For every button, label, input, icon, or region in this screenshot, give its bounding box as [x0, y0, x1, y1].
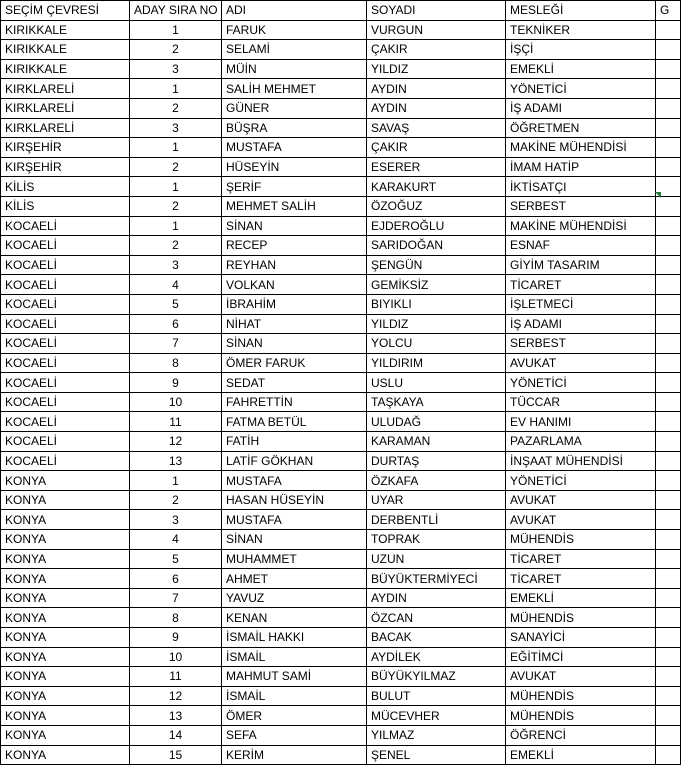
table-cell[interactable]: 1	[130, 138, 222, 158]
table-cell[interactable]: RECEP	[222, 236, 367, 256]
table-cell[interactable]: KONYA	[1, 647, 130, 667]
table-cell[interactable]: 1	[130, 79, 222, 99]
table-cell[interactable]: KARAMAN	[367, 432, 506, 452]
table-cell[interactable]: KONYA	[1, 628, 130, 648]
table-cell[interactable]: NİHAT	[222, 314, 367, 334]
table-cell[interactable]: 1	[130, 20, 222, 40]
table-cell[interactable]: KONYA	[1, 706, 130, 726]
table-cell[interactable]: İBRAHİM	[222, 294, 367, 314]
table-cell[interactable]	[656, 569, 681, 589]
table-cell[interactable]: AYDIN	[367, 79, 506, 99]
table-cell[interactable]: 14	[130, 725, 222, 745]
table-row	[1, 432, 681, 452]
table-row	[1, 373, 681, 393]
table-cell[interactable]: KARAKURT	[367, 177, 506, 197]
table-cell[interactable]: HASAN HÜSEYİN	[222, 490, 367, 510]
table-row	[1, 392, 681, 412]
table-row	[1, 20, 681, 40]
table-cell[interactable]: ÖMER FARUK	[222, 353, 367, 373]
table-cell[interactable]: İNŞAAT MÜHENDİSİ	[506, 451, 656, 471]
table-cell[interactable]: VURGUN	[367, 20, 506, 40]
table-cell[interactable]: 2	[130, 98, 222, 118]
table-row	[1, 530, 681, 550]
table-cell[interactable]: YOLCU	[367, 334, 506, 354]
table-cell[interactable]: FATİH	[222, 432, 367, 452]
table-cell[interactable]: FARUK	[222, 20, 367, 40]
table-cell[interactable]: SİNAN	[222, 334, 367, 354]
table-cell[interactable]: ÖĞRENCİ	[506, 725, 656, 745]
table-cell[interactable]: MAHMUT SAMİ	[222, 667, 367, 687]
table-cell[interactable]: BACAK	[367, 628, 506, 648]
table-cell[interactable]	[656, 255, 681, 275]
table-cell[interactable]: KONYA	[1, 745, 130, 765]
table-cell[interactable]	[656, 118, 681, 138]
table-cell[interactable]: KİLİS	[1, 177, 130, 197]
table-cell[interactable]	[656, 706, 681, 726]
table-cell[interactable]: İŞÇİ	[506, 40, 656, 60]
table-cell[interactable]: ŞERİF	[222, 177, 367, 197]
table-cell[interactable]: YÖNETİCİ	[506, 373, 656, 393]
table-cell[interactable]: GİYİM TASARIM	[506, 255, 656, 275]
table-cell[interactable]: ŞENGÜN	[367, 255, 506, 275]
table-cell[interactable]: KOCAELİ	[1, 255, 130, 275]
table-cell[interactable]: KOCAELİ	[1, 314, 130, 334]
table-cell[interactable]: UZUN	[367, 549, 506, 569]
table-cell[interactable]: 1	[130, 177, 222, 197]
table-cell[interactable]: 3	[130, 118, 222, 138]
table-cell[interactable]: KONYA	[1, 530, 130, 550]
table-cell[interactable]: AHMET	[222, 569, 367, 589]
table-cell[interactable]	[656, 490, 681, 510]
table-row	[1, 686, 681, 706]
table-cell[interactable]: SARIDOĞAN	[367, 236, 506, 256]
table-cell[interactable]: YAVUZ	[222, 588, 367, 608]
header-cell[interactable]: G	[656, 1, 681, 21]
table-row	[1, 177, 681, 197]
table-cell[interactable]	[656, 549, 681, 569]
table-cell[interactable]: GEMİKSİZ	[367, 275, 506, 295]
table-cell[interactable]: 7	[130, 588, 222, 608]
table-cell[interactable]: SAVAŞ	[367, 118, 506, 138]
table-row	[1, 157, 681, 177]
table-cell[interactable]: TİCARET	[506, 569, 656, 589]
table-cell[interactable]: AYDİLEK	[367, 647, 506, 667]
table-cell[interactable]: ÖZCAN	[367, 608, 506, 628]
table-cell[interactable]: 2	[130, 236, 222, 256]
table-cell[interactable]: KOCAELİ	[1, 432, 130, 452]
table-cell[interactable]: 12	[130, 432, 222, 452]
table-cell[interactable]: MEHMET SALİH	[222, 196, 367, 216]
table-cell[interactable]: EĞİTİMCİ	[506, 647, 656, 667]
header-cell[interactable]: SEÇİM ÇEVRESİ	[1, 1, 130, 21]
table-cell[interactable]: KONYA	[1, 725, 130, 745]
table-cell[interactable]: YILDIZ	[367, 314, 506, 334]
table-cell[interactable]: UYAR	[367, 490, 506, 510]
table-row	[1, 451, 681, 471]
table-row	[1, 667, 681, 687]
table-cell[interactable]: MUHAMMET	[222, 549, 367, 569]
table-cell[interactable]: TÜCCAR	[506, 392, 656, 412]
table-row	[1, 725, 681, 745]
table-cell[interactable]: KOCAELİ	[1, 216, 130, 236]
table-cell[interactable]: KOCAELİ	[1, 275, 130, 295]
table-cell[interactable]: ÇAKIR	[367, 40, 506, 60]
table-cell[interactable]: AYDIN	[367, 588, 506, 608]
table-row	[1, 255, 681, 275]
table-cell[interactable]: 2	[130, 157, 222, 177]
table-cell[interactable]: 7	[130, 334, 222, 354]
table-cell[interactable]: MAKİNE MÜHENDİSİ	[506, 138, 656, 158]
table-cell[interactable]	[656, 647, 681, 667]
table-cell[interactable]: TOPRAK	[367, 530, 506, 550]
table-cell[interactable]	[656, 432, 681, 452]
table-row	[1, 412, 681, 432]
table-cell[interactable]: KIRIKKALE	[1, 59, 130, 79]
table-row	[1, 275, 681, 295]
table-cell[interactable]: MUSTAFA	[222, 471, 367, 491]
header-cell[interactable]: MESLEĞİ	[506, 1, 656, 21]
table-cell[interactable]: EJDEROĞLU	[367, 216, 506, 236]
table-cell[interactable]	[656, 451, 681, 471]
table-cell[interactable]: MÜHENDİS	[506, 686, 656, 706]
table-row	[1, 118, 681, 138]
table-row	[1, 294, 681, 314]
table-cell[interactable]: REYHAN	[222, 255, 367, 275]
table-cell[interactable]: BULUT	[367, 686, 506, 706]
table-cell[interactable]: YILMAZ	[367, 725, 506, 745]
table-cell[interactable]: KIRKLARELİ	[1, 98, 130, 118]
table-cell[interactable]: SİNAN	[222, 216, 367, 236]
table-cell[interactable]: KIRIKKALE	[1, 40, 130, 60]
table-cell[interactable]: AYDIN	[367, 98, 506, 118]
table-row	[1, 647, 681, 667]
table-cell[interactable]: ÖZOĞUZ	[367, 196, 506, 216]
table-cell[interactable]: KIRKLARELİ	[1, 79, 130, 99]
table-cell[interactable]: 9	[130, 373, 222, 393]
table-row	[1, 471, 681, 491]
table-cell[interactable]: TİCARET	[506, 549, 656, 569]
header-cell[interactable]: ADAY SIRA NO	[130, 1, 222, 21]
table-cell[interactable]: MÜHENDİS	[506, 608, 656, 628]
table-cell[interactable]: 2	[130, 490, 222, 510]
table-cell[interactable]	[656, 59, 681, 79]
table-cell[interactable]	[656, 353, 681, 373]
table-cell[interactable]: 9	[130, 628, 222, 648]
table-cell[interactable]: AVUKAT	[506, 667, 656, 687]
table-cell[interactable]: ÖZKAFA	[367, 471, 506, 491]
table-cell[interactable]: KERİM	[222, 745, 367, 765]
table-row	[1, 490, 681, 510]
table-cell[interactable]: 3	[130, 510, 222, 530]
table-cell[interactable]: 2	[130, 40, 222, 60]
table-cell[interactable]: KOCAELİ	[1, 353, 130, 373]
table-cell[interactable]: TİCARET	[506, 275, 656, 295]
table-row	[1, 353, 681, 373]
table-cell[interactable]	[656, 236, 681, 256]
table-cell[interactable]: 11	[130, 412, 222, 432]
table-cell[interactable]: İSMAİL	[222, 647, 367, 667]
table-cell[interactable]: YILDIZ	[367, 59, 506, 79]
table-row	[1, 628, 681, 648]
table-cell[interactable]: DERBENTLİ	[367, 510, 506, 530]
table-cell[interactable]: AVUKAT	[506, 490, 656, 510]
table-row	[1, 706, 681, 726]
table-cell[interactable]: 4	[130, 530, 222, 550]
table-cell[interactable]: FATMA BETÜL	[222, 412, 367, 432]
table-cell[interactable]: MÜCEVHER	[367, 706, 506, 726]
table-cell[interactable]: SEDAT	[222, 373, 367, 393]
table-cell[interactable]: 6	[130, 569, 222, 589]
table-cell[interactable]: KOCAELİ	[1, 373, 130, 393]
table-cell[interactable]: 5	[130, 294, 222, 314]
table-cell[interactable]	[656, 40, 681, 60]
table-cell[interactable]: AVUKAT	[506, 510, 656, 530]
table-cell[interactable]: AVUKAT	[506, 353, 656, 373]
table-cell[interactable]: EV HANIMI	[506, 412, 656, 432]
table-cell[interactable]: KONYA	[1, 569, 130, 589]
table-row	[1, 98, 681, 118]
table-cell[interactable]	[656, 20, 681, 40]
table-cell[interactable]: 10	[130, 647, 222, 667]
table-cell[interactable]: MUSTAFA	[222, 510, 367, 530]
table-row	[1, 569, 681, 589]
table-cell[interactable]: KOCAELİ	[1, 334, 130, 354]
header-cell[interactable]: ADI	[222, 1, 367, 21]
table-cell[interactable]: KIRŞEHİR	[1, 157, 130, 177]
table-cell[interactable]: 10	[130, 392, 222, 412]
table-cell[interactable]: KİLİS	[1, 196, 130, 216]
table-cell[interactable]: KOCAELİ	[1, 294, 130, 314]
table-cell[interactable]: KOCAELİ	[1, 412, 130, 432]
table-cell[interactable]: 6	[130, 314, 222, 334]
table-cell[interactable]: VOLKAN	[222, 275, 367, 295]
table-cell[interactable]: SELAMİ	[222, 40, 367, 60]
table-cell[interactable]: 8	[130, 353, 222, 373]
table-row	[1, 549, 681, 569]
table-cell[interactable]: EMEKLİ	[506, 59, 656, 79]
table-cell[interactable]	[656, 471, 681, 491]
table-cell[interactable]	[656, 294, 681, 314]
table-cell[interactable]: SANAYİCİ	[506, 628, 656, 648]
error-indicator-icon	[655, 192, 661, 198]
table-cell[interactable]: BÜYÜKYILMAZ	[367, 667, 506, 687]
table-cell[interactable]: BIYIKLI	[367, 294, 506, 314]
table-cell[interactable]: ÖĞRETMEN	[506, 118, 656, 138]
table-cell[interactable]: KOCAELİ	[1, 392, 130, 412]
table-cell[interactable]: EMEKLİ	[506, 588, 656, 608]
table-cell[interactable]: FAHRETTİN	[222, 392, 367, 412]
table-cell[interactable]	[656, 98, 681, 118]
table-cell[interactable]	[656, 373, 681, 393]
table-cell[interactable]: EMEKLİ	[506, 745, 656, 765]
table-cell[interactable]	[656, 725, 681, 745]
table-cell[interactable]: KIRŞEHİR	[1, 138, 130, 158]
table-cell[interactable]: KONYA	[1, 471, 130, 491]
table-row	[1, 745, 681, 765]
table-cell[interactable]: BÜŞRA	[222, 118, 367, 138]
table-cell[interactable]: 3	[130, 59, 222, 79]
table-cell[interactable]: İŞ ADAMI	[506, 314, 656, 334]
table-cell[interactable]: MAKİNE MÜHENDİSİ	[506, 216, 656, 236]
table-cell[interactable]: 1	[130, 216, 222, 236]
table-cell[interactable]: TAŞKAYA	[367, 392, 506, 412]
table-cell[interactable]: LATİF GÖKHAN	[222, 451, 367, 471]
table-cell[interactable]: PAZARLAMA	[506, 432, 656, 452]
table-cell[interactable]: YÖNETİCİ	[506, 79, 656, 99]
table-cell[interactable]	[656, 392, 681, 412]
table-cell[interactable]: HÜSEYİN	[222, 157, 367, 177]
table-cell[interactable]: KOCAELİ	[1, 236, 130, 256]
table-cell[interactable]: 11	[130, 667, 222, 687]
table-cell[interactable]: MÜHENDİS	[506, 530, 656, 550]
table-row	[1, 588, 681, 608]
table-cell[interactable]: ESNAF	[506, 236, 656, 256]
table-row	[1, 196, 681, 216]
table-cell[interactable]	[656, 530, 681, 550]
table-cell[interactable]: 1	[130, 471, 222, 491]
table-cell[interactable]	[656, 216, 681, 236]
table-cell[interactable]: KIRIKKALE	[1, 20, 130, 40]
table-cell[interactable]: KONYA	[1, 667, 130, 687]
table-cell[interactable]: 13	[130, 706, 222, 726]
table-cell[interactable]: İŞLETMECİ	[506, 294, 656, 314]
table-cell[interactable]: KONYA	[1, 490, 130, 510]
table-cell[interactable]	[656, 686, 681, 706]
table-cell[interactable]: 12	[130, 686, 222, 706]
table-row	[1, 216, 681, 236]
table-cell[interactable]: YÖNETİCİ	[506, 471, 656, 491]
table-cell[interactable]: ULUDAĞ	[367, 412, 506, 432]
table-cell[interactable]: KONYA	[1, 510, 130, 530]
table-cell[interactable]: İSMAİL HAKKI	[222, 628, 367, 648]
table-row	[1, 138, 681, 158]
table-cell[interactable]: KIRKLARELİ	[1, 118, 130, 138]
table-cell[interactable]: 13	[130, 451, 222, 471]
table-cell[interactable]	[656, 334, 681, 354]
table-cell[interactable]: KONYA	[1, 588, 130, 608]
table-cell[interactable]: ŞENEL	[367, 745, 506, 765]
table-cell[interactable]: İŞ ADAMI	[506, 98, 656, 118]
table-cell[interactable]	[656, 79, 681, 99]
table-row	[1, 236, 681, 256]
table-cell[interactable]: 4	[130, 275, 222, 295]
table-cell[interactable]: BÜYÜKTERMİYECİ	[367, 569, 506, 589]
table-cell[interactable]: USLU	[367, 373, 506, 393]
table-cell[interactable]: İMAM HATİP	[506, 157, 656, 177]
table-row	[1, 510, 681, 530]
table-row	[1, 608, 681, 628]
table-cell[interactable]	[656, 667, 681, 687]
table-cell[interactable]: KOCAELİ	[1, 451, 130, 471]
table-cell[interactable]: TEKNİKER	[506, 20, 656, 40]
table-cell[interactable]: KONYA	[1, 686, 130, 706]
table-row	[1, 334, 681, 354]
table-cell[interactable]: GÜNER	[222, 98, 367, 118]
table-cell[interactable]: KONYA	[1, 549, 130, 569]
table-cell[interactable]: ESERER	[367, 157, 506, 177]
table-cell[interactable]: 3	[130, 255, 222, 275]
table-cell[interactable]	[656, 510, 681, 530]
table-row	[1, 40, 681, 60]
table-cell[interactable]	[656, 745, 681, 765]
table-cell[interactable]: KENAN	[222, 608, 367, 628]
table-cell[interactable]: MUSTAFA	[222, 138, 367, 158]
table-cell[interactable]: KONYA	[1, 608, 130, 628]
table-cell[interactable]	[656, 196, 681, 216]
table-cell[interactable]	[656, 275, 681, 295]
table-cell[interactable]: 2	[130, 196, 222, 216]
table-cell[interactable]: İSMAİL	[222, 686, 367, 706]
header-cell[interactable]: SOYADI	[367, 1, 506, 21]
table-row	[1, 59, 681, 79]
table-cell[interactable]: YILDIRIM	[367, 353, 506, 373]
table-cell[interactable]: MÜİN	[222, 59, 367, 79]
table-cell[interactable]: SALİH MEHMET	[222, 79, 367, 99]
table-cell[interactable]	[656, 628, 681, 648]
table-cell[interactable]: SERBEST	[506, 334, 656, 354]
table-cell[interactable]	[656, 608, 681, 628]
table-cell[interactable]	[656, 314, 681, 334]
table-cell[interactable]: 8	[130, 608, 222, 628]
table-cell[interactable]	[656, 138, 681, 158]
table-cell[interactable]	[656, 588, 681, 608]
table-row	[1, 314, 681, 334]
table-cell[interactable]: ÇAKIR	[367, 138, 506, 158]
table-cell[interactable]: 5	[130, 549, 222, 569]
table-cell[interactable]: DURTAŞ	[367, 451, 506, 471]
table-cell[interactable]: SEFA	[222, 725, 367, 745]
table-cell[interactable]: SERBEST	[506, 196, 656, 216]
table-row	[1, 79, 681, 99]
header-row	[1, 1, 681, 21]
table-cell[interactable]	[656, 412, 681, 432]
table-cell[interactable]: ÖMER	[222, 706, 367, 726]
table-cell[interactable]	[656, 157, 681, 177]
table-cell[interactable]: SİNAN	[222, 530, 367, 550]
table-cell[interactable]: MÜHENDİS	[506, 706, 656, 726]
table-cell[interactable]: İKTİSATÇI	[506, 177, 656, 197]
table-cell[interactable]: 15	[130, 745, 222, 765]
